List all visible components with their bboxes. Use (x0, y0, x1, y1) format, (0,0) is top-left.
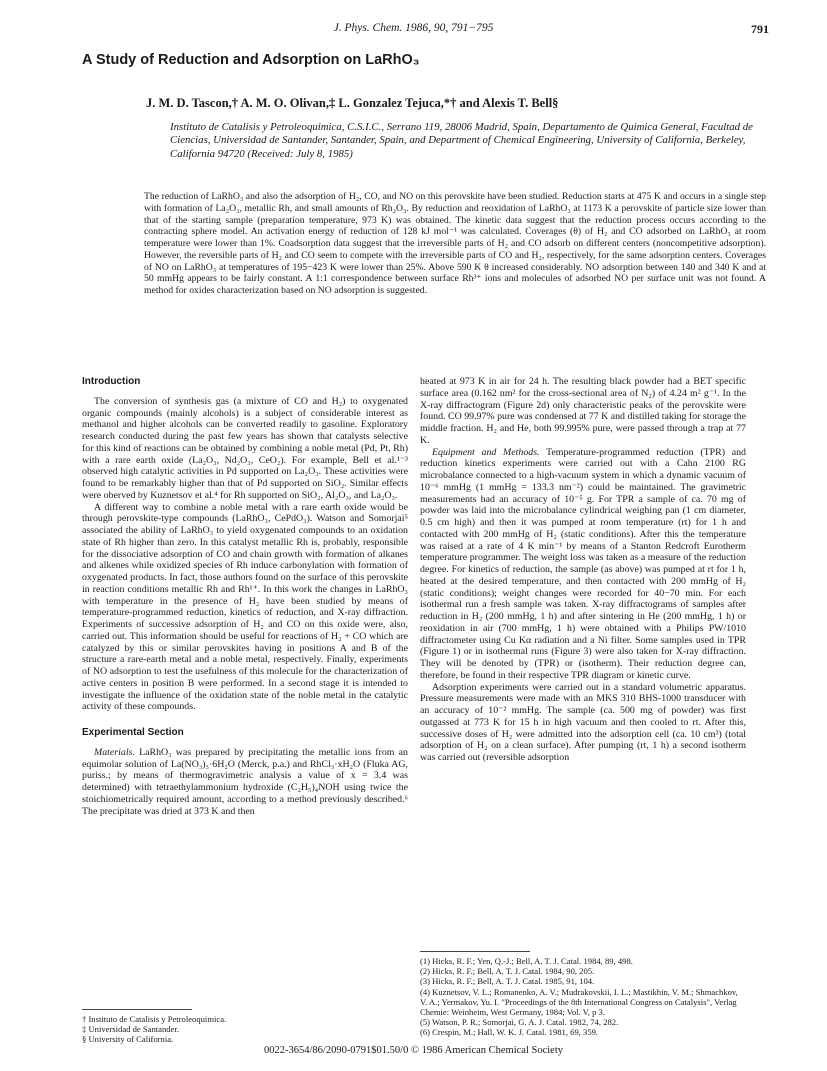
footnote: § University of California. (82, 1034, 174, 1045)
paragraph: A different way to combine a noble metal with a rare earth oxide would be through perovskite-type compounds (LaRhO₃, CePdO₃). Watson and Somorjai⁵ associated the ability of LaRhO₃ to yield oxygenated compounds to an oxidation state of Rh higher than zero. In this catalyst metallic Rh is, probably, responsible for the dissociative adsorption of CO and chain growth with formation of alkanes and alkenes while oxidized species of Rh induce carbonylation with formation of oxygenated products. In fact, those authors found on the surface of this perovskite in reaction conditions metallic Rh and Rh¹⁺. In this work the changes in LaRhO₃ with temperature in the presence of H₂ have been studied by means of temperature-programmed reduction, kinetics of reduction, and X-ray diffraction. Experiments of successive adsorption of H₂ and CO on this oxide were, also, carried out. This information should be useful for reactions of H₂ + CO which are catalyzed by this or similar perovskites having in positions A and B of the structure a rare-earth metal and a noble metal, respectively. Finally, experiments of NO adsorption to test the usefulness of this molecule for the characterization of active centers in position B were performed. In a second stage it is intended to investigate the influence of the oxidation state of the noble metal in the catalytic activity of these compounds. (82, 501, 408, 713)
reference: (5) Watson, P. R.; Somorjai, G. A. J. Catal. 1982, 74, 282. (420, 1017, 619, 1028)
footnote-rule (82, 1009, 192, 1010)
paragraph: heated at 973 K in air for 24 h. The resulting black powder had a BET specific surface area (0.162 nm² for the cross-sectional area of N₂) of 4.24 m² g⁻¹. In the X-ray diffractogram (Figure 2d) only characteristic peaks of the perovskite were found. CO 99.97% pure was condensed at 77 K and distilled taking for storage the middle fraction. H₂ and He, both 99.995% pure, were passed through a trap at 77 K. (420, 376, 746, 446)
run-in-heading: Equipment and Methods. (432, 446, 540, 458)
paragraph-text: Temperature-programmed reduction (TPR) and reduction kinetics experiments were carried out with a Cahn 2100 RG microbalance connected to a high-vacuum system in which a dynamic vacuum of 10⁻⁶ mmHg (1 mmHg = 133.3 nm⁻²) could be maintained. The gravimetric measurements had an accuracy of 10⁻⁵ g. For TPR a sample of ca. 70 mg of powder was laid into the microbalance cylindrical weighing pan (1 cm diameter, 0.5 cm high) and then it was pumped at room temperature (rt) for 1 h and contacted with 200 mmHg of H₂ (static conditions). After this the temperature was raised at a rate of 4 K min⁻¹ by means of a Stanton Redcroft Eurotherm temperature programmer. The weight loss was taken as a measure of the reduction degree. For kinetics of reduction, the sample (as above) was pumped at rt for 1 h, heated at the desired temperature, and then contacted with 200 mmHg of H₂ (static conditions); weight changes were recorded for 40−70 min. For each isothermal run a fresh sample was taken. X-ray diffractograms of samples after reduction in H₂ (200 mmHg, 1 h) and after sintering in He (200 mmHg, 1 h) or reoxidation in air (700 mmHg, 1 h) were obtained with a Philips PW/1010 diffractometer using Cu Kα radiation and a Ni filter. Some samples used in TPR (Figure 1) or in isothermal runs (Figure 3) were also taken for X-ray diffraction. They will be denoted by (TPR) or (isotherm). Their reduction degree can, therefore, be found in their respective TPR diagram or kinetic curve. (420, 446, 746, 681)
paragraph-materials (82, 747, 408, 818)
reference: (3) Hicks, R. F.; Bell, A. T. J. Catal. 1985, 91, 104. (420, 976, 595, 987)
page-number: 791 (751, 22, 769, 36)
right-column (420, 376, 746, 764)
section-heading-experimental: Experimental Section (82, 727, 184, 738)
reference: (4) Kuznetsov, V. L.; Romanenko, A. V.; Mudrakovskii, I. L.; Mastikhin, V. M.; Shmachkov, V. A.; Yermakov, Yu. I. "Proceedings of the 8th International Congress on Catalysis", Verlag Chemie: Weinheim, West Germany, 1984; Vol. V, p 3. (420, 986, 738, 1018)
paragraph: Adsorption experiments were carried out in a standard volumetric apparatus. Pressure measurements were made with an MKS 310 BHS-1000 transducer with an accuracy of 10⁻² mmHg. The sample (ca. 500 mg of powder) was first outgassed at 773 K for 15 h in high vacuum and then cooled to rt. After this, successive doses of H₂ were admitted into the adsorption cell (ca. 10 cm³) (total adsorption of H₂ on a clean surface). After pumping (rt, 1 h) a second isotherm was carried out (reversible adsorption (420, 681, 746, 763)
paragraph: The conversion of synthesis gas (a mixture of CO and H₂) to oxygenated organic compounds (mainly alcohols) is a subject of considerable interest as methanol and higher alcohols can be converted readily to gasoline. Exploratory research conducted during the past few years has shown that catalysts selective for this kind of reactions can be obtained by combining a noble metal (Pd, Pt, Rh) with a rare earth oxide (La₂O₃, Nd₂O₃, CeO₂). For example, Bell et al.¹⁻³ observed high catalytic activities in Pd supported on La₂O₃. These activities were found to be remarkably higher than that of Pd supported on SiO₂. Similar effects were oberved by Kuznetsov et al.⁴ for Rh supported on SiO₂, Al₂O₃, and La₂O₃. (82, 395, 408, 501)
paragraph-text: LaRhO₃ was prepared by precipitating the metallic ions from an equimolar solution of La(NO₃)₃·6H₂O (Merck, p.a.) and RhCl₃·xH₂O (Fluka AG, puriss.; by means of thermogravimetric analysis a value of x = 3.4 was determined) with tetraethylammonium hydroxide (C₂H₅)₄NOH using twice the stoichiometrically required amount, according to a method previously described.⁶ The precipitate was dried at 373 K and then (82, 746, 408, 817)
footnote: ‡ Universidad de Santander. (82, 1024, 179, 1035)
footnote: † Instituto de Catalisis y Petroleoquimica. (82, 1014, 227, 1024)
footnote-rule (420, 951, 530, 952)
affiliation-footnotes (82, 1009, 408, 1045)
section-heading-introduction: Introduction (82, 376, 141, 387)
left-column (82, 376, 408, 817)
article-title: A Study of Reduction and Adsorption on LaRhO₃ (82, 52, 420, 68)
copyright-footer: 0022-3654/86/2090-0791$01.50/0 © 1986 American Chemical Society (263, 1045, 564, 1056)
abstract: The reduction of LaRhO₃ and also the adsorption of H₂, CO, and NO on this perovskite have been studied. Reduction starts at 475 K and occurs in a single step with formation of La₂O₃, metallic Rh, and small amounts of Rh₂O₃. By reduction and reoxidation of LaRhO₃ at 1173 K a perovskite of particle size lower than that of the starting sample (preparation temperature, 973 K) was obtained. The kinetic data suggest that the reduction process occurs according to the contracting sphere model. An activation energy of reduction of 128 kJ mol⁻¹ was calculated. Coverages (θ) of H₂ and CO adsorbed on LaRhO₃ at room temperature were lower than 1%. Coadsorption data suggest that the irreversible parts of H₂ and CO adsorb on different centers (noncompetitive adsorption). However, the reversible parts of H₂ and CO seem to compete with the irreversible parts of CO and H₂, respectively, for the same adsorption centers. Coverages of NO on LaRhO₃ at temperatures of 195−423 K were lower than 25%. Above 590 K θ increased considerably. NO adsorption between 140 and 340 K and at 50 mmHg appears to be fairly constant. A 1:1 correspondence between surface Rh³⁺ ions and molecules of adsorbed NO per surface unit was not found. A method for oxides characterization based on NO adsorption is suggested. (144, 191, 766, 296)
reference: (1) Hicks, R. F.; Yen, Q.-J.; Bell, A. T. J. Catal. 1984, 89, 498. (420, 956, 633, 966)
reference: (6) Crespin, M.; Hall, W. K. J. Catal. 1981, 69, 359. (420, 1027, 599, 1038)
paragraph-equipment (420, 447, 746, 682)
author-list: J. M. D. Tascon,† A. M. O. Olivan,‡ L. Gonzalez Tejuca,*† and Alexis T. Bell§ (146, 96, 559, 110)
reference-list (420, 951, 746, 1038)
journal-citation: J. Phys. Chem. 1986, 90, 791−795 (333, 22, 494, 34)
run-in-heading: Materials. (94, 746, 135, 758)
reference: (2) Hicks, R. F.; Bell, A. T. J. Catal. 1984, 90, 205. (420, 966, 595, 977)
affiliations: Instituto de Catalisis y Petroleoquimica, C.S.I.C., Serrano 119, 28006 Madrid, Spain, Departamento de Quimica General, Facultad de Ciencias, Universidad de Santander, Santander, Spain, and Department of Chemical Engineering, University of California, Berkeley, California 94720 (Received: July 8, 1985) (170, 121, 753, 160)
running-header (0, 22, 827, 40)
